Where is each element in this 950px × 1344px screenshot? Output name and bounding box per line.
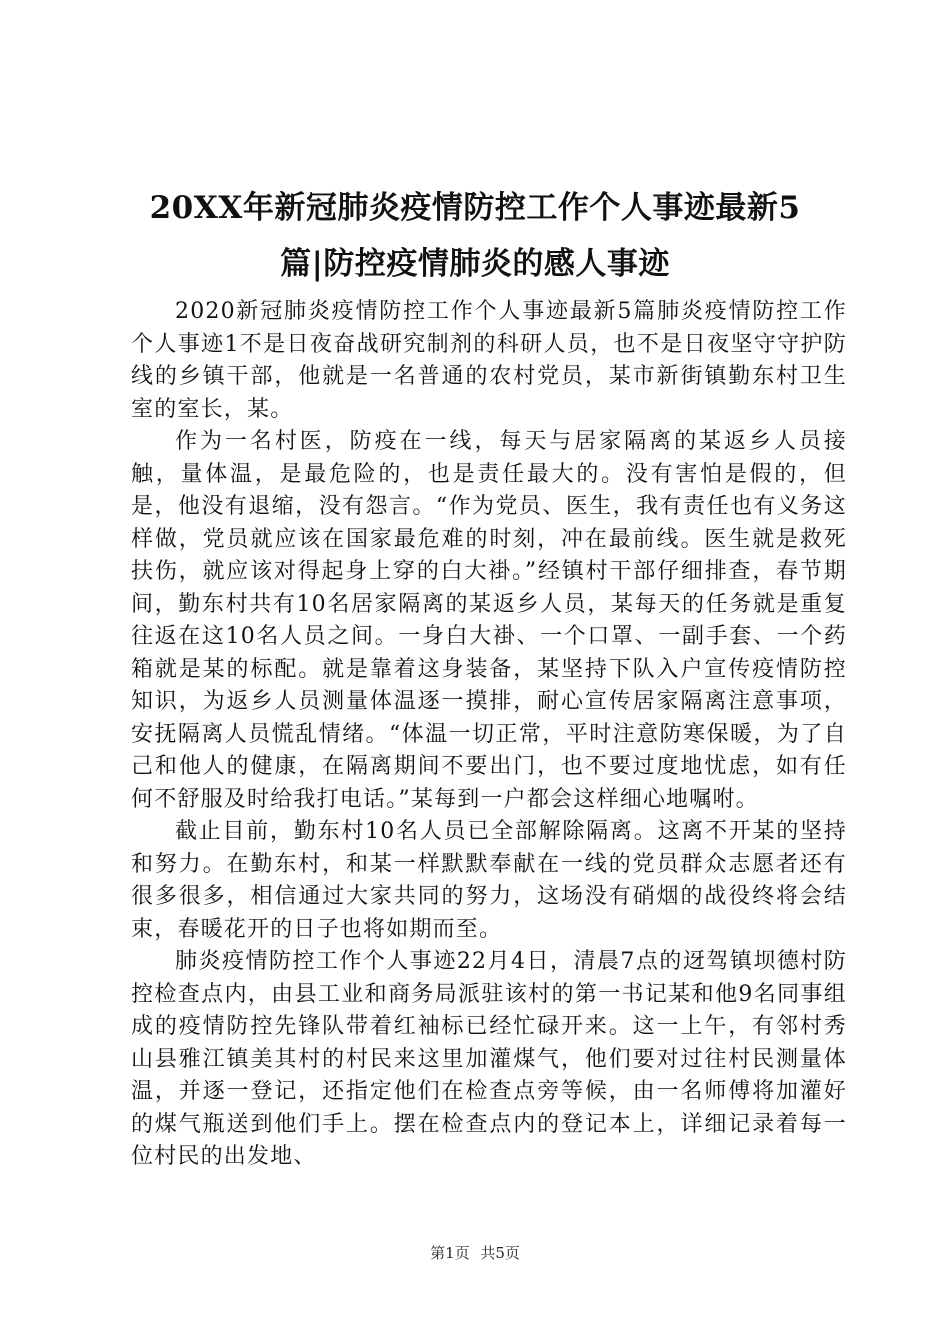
title-line-2: 篇|防控疫情肺炎的感人事迹: [280, 246, 670, 282]
title-line-1: 20XX年新冠肺炎疫情防控工作个人事迹最新5: [149, 190, 801, 226]
page-number: 第1页: [430, 1244, 470, 1262]
paragraph-4: 肺炎疫情防控工作个人事迹22月4日，清晨7点的迓驾镇坝德村防控检查点内，由县工业和商务局派驻该村的第一书记某和他9名同事组成的疫情防控先锋队带着红袖标已经忙碌开来。这一上午，有邻村秀山县雅江镇美其村的村民来这里加灌煤气，他们要对过往村民测量体温，并逐一登记，还指定他们在检查点旁等候，由一名师傅将加灌好的煤气瓶送到他们手上。摆在检查点内的登记本上，详细记录着每一位村民的出发地、: [131, 949, 847, 1169]
paragraph-1: 2020新冠肺炎疫情防控工作个人事迹最新5篇肺炎疫情防控工作个人事迹1不是日夜奋战研究制剂的科研人员，也不是日夜坚守守护防线的乡镇干部，他就是一名普通的农村党员，某市新街镇勤东村卫生室的室长，某。: [131, 299, 847, 422]
document-body: [131, 296, 847, 1174]
page-total: 共5页: [480, 1244, 520, 1262]
document-title: [100, 180, 850, 292]
paragraph-3: 截止目前，勤东村10名人员已全部解除隔离。这离不开某的坚持和努力。在勤东村，和某一样默默奉献在一线的党员群众志愿者还有很多很多，相信通过大家共同的努力，这场没有硝烟的战役终将会结束，春暖花开的日子也将如期而至。: [131, 819, 847, 942]
page-footer: [0, 1242, 950, 1263]
paragraph-2: 作为一名村医，防疫在一线，每天与居家隔离的某返乡人员接触，量体温，是最危险的，也是责任最大的。没有害怕是假的，但是，他没有退缩，没有怨言。“作为党员、医生，我有责任也有义务这样做，党员就应该在国家最危难的时刻，冲在最前线。医生就是救死扶伤，就应该对得起身上穿的白大褂。”经镇村干部仔细排查，春节期间，勤东村共有10名居家隔离的某返乡人员，某每天的任务就是重复往返在这10名人员之间。一身白大褂、一个口罩、一副手套、一个药箱就是某的标配。就是靠着这身装备，某坚持下队入户宣传疫情防控知识，为返乡人员测量体温逐一摸排，耐心宣传居家隔离注意事项，安抚隔离人员慌乱情绪。“体温一切正常，平时注意防寒保暖，为了自己和他人的健康，在隔离期间不要出门，也不要过度地忧虑，如有任何不舒服及时给我打电话。”某每到一户都会这样细心地嘱咐。: [131, 429, 847, 812]
